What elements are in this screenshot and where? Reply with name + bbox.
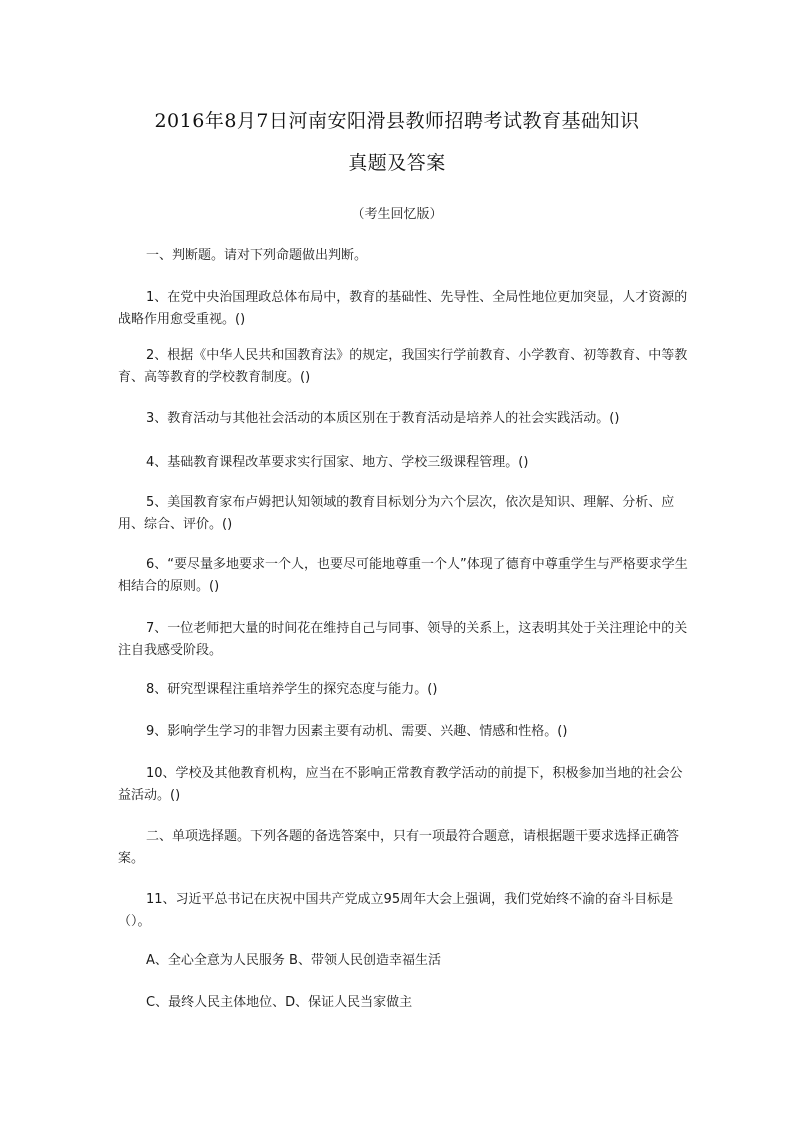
document-title-line1: 2016年8月7日河南安阳滑县教师招聘考试教育基础知识 (154, 110, 640, 132)
question-11-options-cd: C、最终人民主体地位、D、保证人民当家做主 (146, 995, 413, 1010)
question-2: 2、根据《中华人民共和国教育法》的规定，我国实行学前教育、小学教育、初等教育、中等教育、高等教育的学校教育制度。() (118, 348, 688, 385)
section-heading-judgment: 一、判断题。请对下列命题做出判断。 (146, 248, 368, 263)
question-11-options-ab: A、全心全意为人民服务 B、带领人民创造幸福生活 (146, 953, 441, 968)
question-7: 7、一位老师把大量的时间花在维持自己与同事、领导的关系上，这表明其处于关注理论中的关注自我感受阶段。 (118, 621, 688, 658)
question-11: 11、习近平总书记在庆祝中国共产党成立95周年大会上强调，我们党始终不渝的奋斗目标是（）。 (118, 892, 674, 929)
question-1: 1、在党中央治国理政总体布局中，教育的基础性、先导性、全局性地位更加突显，人才资源的战略作用愈受重视。() (118, 290, 688, 327)
question-8: 8、研究型课程注重培养学生的探究态度与能力。() (146, 682, 438, 697)
question-3: 3、教育活动与其他社会活动的本质区别在于教育活动是培养人的社会实践活动。() (146, 411, 620, 426)
question-10: 10、学校及其他教育机构，应当在不影响正常教育教学活动的前提下，积极参加当地的社会公益活动。() (118, 766, 683, 803)
question-9: 9、影响学生学习的非智力因素主要有动机、需要、兴趣、情感和性格。() (146, 724, 568, 739)
question-5: 5、美国教育家布卢姆把认知领域的教育目标划分为六个层次，依次是知识、理解、分析、应用、综合、评价。() (118, 495, 675, 532)
document-title-line2: 真题及答案 (348, 152, 446, 174)
document-subtitle: （考生回忆版） (351, 207, 443, 222)
question-6: 6、“要尽量多地要求一个人，也要尽可能地尊重一个人”体现了德育中尊重学生与严格要求学生相结合的原则。() (118, 557, 688, 594)
question-4: 4、基础教育课程改革要求实行国家、地方、学校三级课程管理。() (146, 455, 529, 470)
section-heading-single-choice: 二、单项选择题。下列各题的备选答案中，只有一项最符合题意，请根据题干要求选择正确答案。 (118, 829, 680, 866)
